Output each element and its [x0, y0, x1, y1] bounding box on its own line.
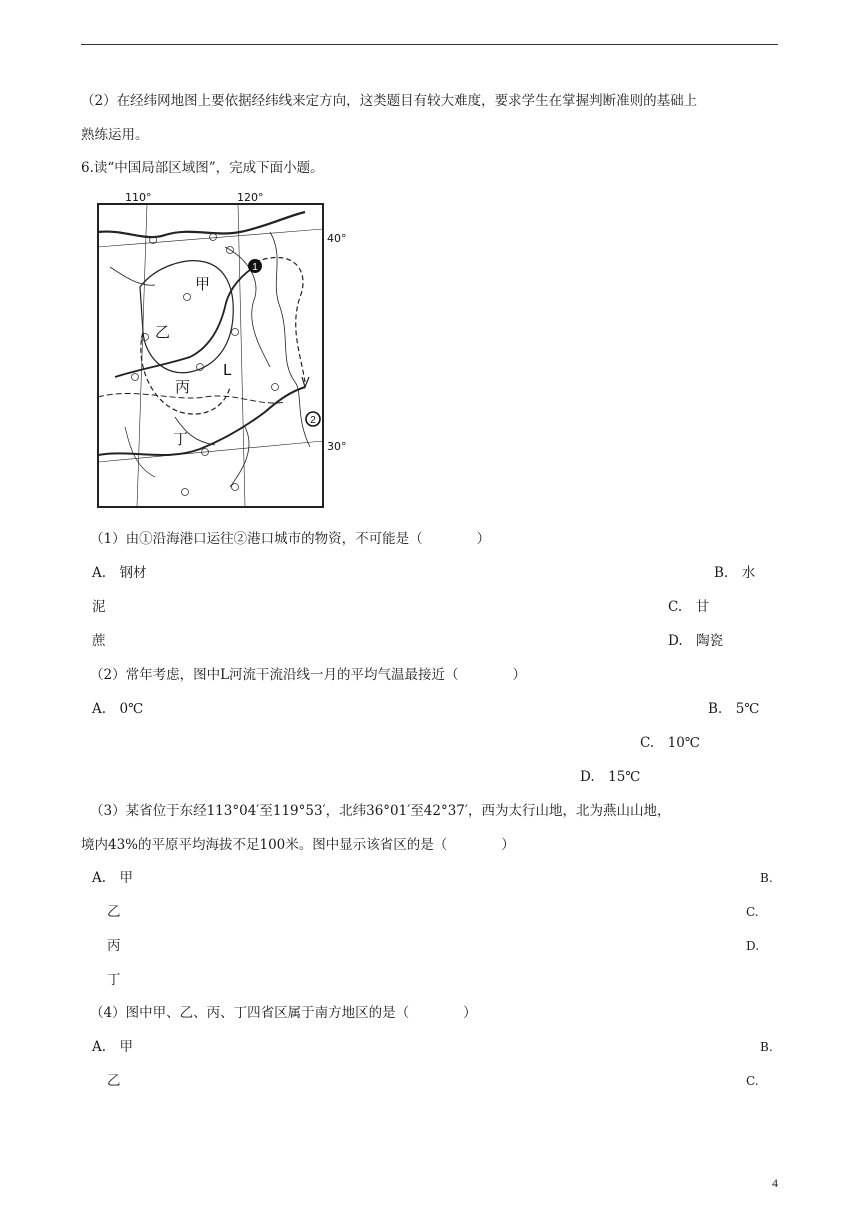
sub3-option-b-value: 乙	[107, 904, 121, 920]
port-1-marker	[248, 259, 262, 273]
sub3-option-d: D.	[746, 939, 760, 953]
sub3-option-d-value: 丁	[107, 972, 121, 988]
header-rule	[81, 44, 778, 45]
lon-label-110: 110°	[125, 191, 152, 204]
sub3-option-b: B.	[760, 871, 773, 885]
sub3-option-c: C.	[746, 905, 759, 919]
lon-label-120: 120°	[237, 191, 264, 204]
sub1-option-b-cont: 泥	[92, 599, 106, 615]
sub2-option-d: D. 15℃	[580, 769, 641, 785]
sub1-question: （1）由①沿海港口运往②港口城市的物资，不可能是（ ）	[90, 531, 491, 547]
sub4-option-b: B.	[760, 1040, 773, 1054]
sub3-option-c-value: 丙	[107, 938, 121, 954]
sub1-option-d: D. 陶瓷	[668, 633, 724, 649]
lat-label-40: 40°	[327, 232, 347, 245]
q5-note-line1: （2）在经纬网地图上要依据经纬线来定方向，这类题目有较大难度，要求学生在掌握判断准则的基础上	[81, 93, 698, 109]
sub1-option-a: A. 钢材	[92, 565, 147, 581]
province-yi: 乙	[155, 323, 171, 341]
china-region-map	[95, 187, 360, 509]
port-2-marker	[306, 412, 320, 426]
province-bing: 丙	[175, 378, 191, 396]
sub4-option-a: A. 甲	[92, 1039, 134, 1055]
sub2-option-b: B. 5℃	[708, 701, 760, 717]
sub4-question: （4）图中甲、乙、丙、丁四省区属于南方地区的是（ ）	[90, 1005, 477, 1021]
sub2-option-c: C. 10℃	[640, 735, 700, 751]
sub4-option-b-value: 乙	[107, 1073, 121, 1089]
sub2-question: （2）常年考虑，图中L河流干流沿线一月的平均气温最接近（ ）	[90, 667, 527, 683]
sub1-option-c: C. 甘	[668, 599, 710, 615]
province-ding: 丁	[173, 430, 189, 448]
sub2-option-a: A. 0℃	[92, 701, 144, 717]
port-1-label: 1	[252, 262, 258, 273]
sub3-option-a: A. 甲	[92, 870, 134, 886]
sub1-option-b: B. 水	[714, 565, 756, 581]
province-jia: 甲	[195, 275, 211, 293]
sub3-question-line2: 境内43%的平原平均海拔不足100米。图中显示该省区的是（ ）	[81, 837, 515, 853]
sub1-option-c-cont: 蔗	[92, 633, 106, 649]
sub4-option-c: C.	[746, 1074, 759, 1088]
page-number: 4	[772, 1176, 778, 1190]
q5-note-line2: 熟练运用。	[81, 127, 149, 143]
q6-stem: 6.读“中国局部区域图”，完成下面小题。	[81, 160, 324, 176]
port-2-label: 2	[310, 415, 316, 426]
sub3-question-line1: （3）某省位于东经113°04′至119°53′，北纬36°01′至42°37′，西为太行山地，北为燕山山地，	[90, 803, 671, 819]
river-label-l: L	[223, 361, 232, 379]
lat-label-30: 30°	[327, 440, 347, 453]
